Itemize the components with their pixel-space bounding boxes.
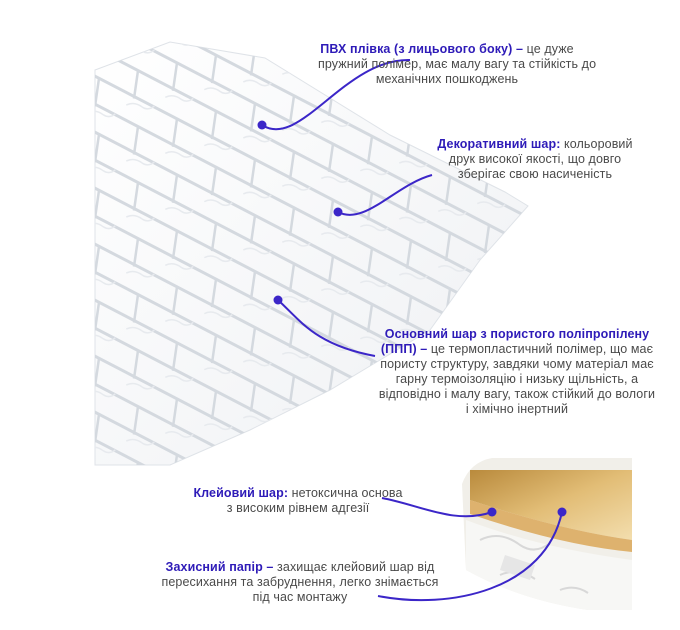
brick-texture (477, 594, 505, 599)
brick-joint (56, 366, 60, 394)
brick-texture (438, 490, 466, 495)
brick-joint (290, 40, 294, 68)
brick-mortar-course (60, 618, 560, 630)
brick-joint (524, 217, 528, 245)
brick-texture (243, 24, 271, 29)
brick-texture (477, 426, 505, 431)
brick-joint (212, 615, 216, 630)
callout-pvc-line: пружний полімер, має малу вагу та стійкість до (318, 57, 597, 71)
brick-joint (485, 281, 489, 309)
brick-texture (204, 480, 232, 485)
brick-joint (134, 519, 138, 547)
brick-texture (516, 418, 544, 423)
brick-texture (87, 615, 115, 620)
brick-joint (524, 609, 528, 630)
inset-cross-section-illustration (455, 450, 645, 620)
callout-base-title: Основний шар з пористого поліпропілену (384, 327, 650, 341)
callout-pvc-rest: це дуже (523, 42, 574, 56)
callout-decor-rest: кольоровий (560, 137, 633, 151)
dot-adhesive (488, 508, 497, 517)
brick-texture (477, 90, 505, 95)
brick-joint (251, 439, 255, 467)
brick-texture (204, 32, 232, 37)
brick-texture (126, 495, 154, 500)
brick-texture (282, 17, 310, 22)
brick-texture (516, 306, 544, 311)
brick-joint (95, 582, 99, 610)
brick-joint (212, 447, 216, 475)
brick-texture (87, 559, 115, 564)
brick-joint (290, 432, 294, 460)
brick-joint (56, 0, 60, 2)
callout-decor-line: зберігає свою насиченість (457, 167, 613, 181)
brick-texture (282, 521, 310, 526)
brick-texture (126, 607, 154, 612)
brick-joint (56, 198, 60, 226)
brick-joint (56, 534, 60, 562)
brick-joint (56, 310, 60, 338)
brick-texture (321, 401, 349, 406)
callout-pvc-title: ПВХ плівка (з лицьового боку) – (320, 42, 523, 56)
brick-texture (555, 187, 583, 192)
brick-texture (321, 625, 349, 630)
brick-texture (360, 617, 388, 622)
brick-joint (56, 30, 60, 58)
callout-base-line: і хімічно інертний (465, 402, 569, 416)
brick-joint (290, 0, 294, 12)
callout-base-title2: (ППП) – (380, 342, 428, 356)
brick-joint (446, 625, 450, 630)
brick-joint (56, 254, 60, 282)
brick-joint (134, 15, 138, 43)
callout-decor-title: Декоративний шар: (437, 137, 561, 151)
brick-joint (56, 142, 60, 170)
callout-pvc-film (318, 42, 597, 87)
brick-joint (173, 511, 177, 539)
brick-joint (446, 457, 450, 485)
brick-texture (204, 536, 232, 541)
brick-joint (95, 22, 99, 50)
callout-adhesive-layer (188, 486, 408, 516)
brick-joint (329, 424, 333, 452)
brick-joint (407, 521, 411, 549)
callout-adhesive-line: з високим рівнем адгезії (226, 501, 370, 515)
brick-joint (485, 617, 489, 630)
brick-joint (95, 526, 99, 554)
callout-paper-line: під час монтажу (252, 590, 348, 604)
brick-texture (243, 528, 271, 533)
callout-paper-title: Захисний папір – (165, 560, 274, 574)
brick-texture (87, 0, 115, 5)
callout-base-rest: це термопластичний полімер, що має (427, 342, 654, 356)
dot-decor (334, 208, 343, 217)
brick-joint (56, 422, 60, 450)
brick-texture (282, 465, 310, 470)
callout-base-line: відповідно і малу вагу, також стійкий до вологи (378, 387, 656, 401)
dot-pvc (258, 121, 267, 130)
brick-texture (399, 441, 427, 446)
brick-joint (95, 470, 99, 498)
brick-texture (87, 503, 115, 508)
dot-paper (558, 508, 567, 517)
brick-joint (368, 528, 372, 556)
callout-pvc-line: механічних пошкоджень (375, 72, 519, 86)
brick-texture (438, 434, 466, 439)
callout-protective-paper (150, 560, 450, 605)
brick-joint (212, 0, 216, 27)
brick-texture (399, 553, 427, 558)
brick-texture (165, 544, 193, 549)
callout-paper-line: пересихання та забруднення, легко знімається (161, 575, 439, 589)
brick-texture (516, 194, 544, 199)
brick-texture (555, 131, 583, 136)
brick-texture (438, 98, 466, 103)
brick-joint (56, 86, 60, 114)
brick-joint (56, 478, 60, 506)
callout-base-layer (372, 327, 662, 417)
brick-texture (516, 250, 544, 255)
brick-texture (243, 472, 271, 477)
brick-joint (134, 575, 138, 603)
brick-joint (524, 273, 528, 301)
brick-texture (321, 457, 349, 462)
brick-texture (87, 55, 115, 60)
callout-base-line: пористу структуру, завдяки чому матеріал має (380, 357, 654, 371)
brick-texture (555, 299, 583, 304)
brick-joint (173, 7, 177, 35)
brick-texture (360, 449, 388, 454)
brick-texture (399, 609, 427, 614)
callout-adhesive-title: Клейовий шар: (193, 486, 289, 500)
dot-base (274, 296, 283, 305)
callout-paper-rest: захищає клейовий шар від (273, 560, 435, 574)
brick-joint (446, 513, 450, 541)
brick-joint (173, 623, 177, 630)
brick-texture (321, 9, 349, 14)
callout-decorative-layer (430, 137, 640, 182)
brick-joint (134, 463, 138, 491)
brick-texture (438, 546, 466, 551)
callout-decor-line: друк високої якості, що довго (448, 152, 622, 166)
brick-texture (360, 113, 388, 118)
brick-texture (555, 243, 583, 248)
brick-joint (251, 607, 255, 630)
brick-joint (251, 0, 255, 19)
brick-joint (56, 590, 60, 618)
brick-texture (126, 551, 154, 556)
brick-texture (399, 105, 427, 110)
callout-adhesive-rest: нетоксична основа (288, 486, 403, 500)
brick-texture (477, 314, 505, 319)
callout-base-line: гарну термоізоляцію і низьку щільність, а (395, 372, 639, 386)
brick-joint (368, 416, 372, 444)
brick-joint (524, 105, 528, 133)
